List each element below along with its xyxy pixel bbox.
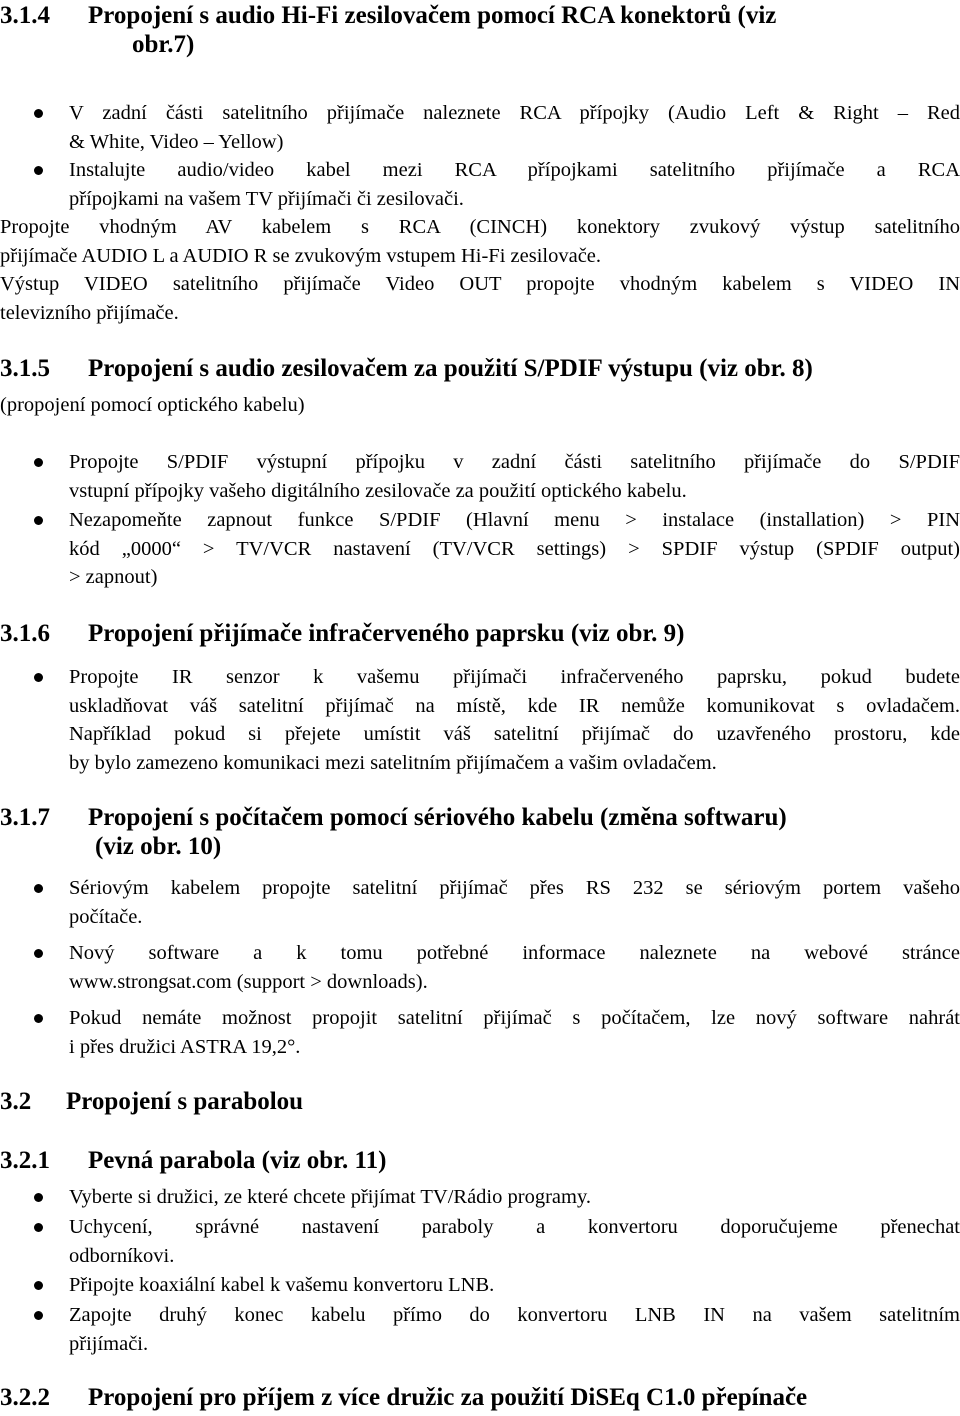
list-item-text: by bylo zamezeno komunikaci mezi satelitním přijímačem a vašim ovladačem. <box>69 751 717 774</box>
section-number: 3.1.4 <box>0 2 50 29</box>
list-item-text: počítače. <box>69 905 143 928</box>
list-item <box>0 1004 960 1061</box>
list-item-text: Zapojte druhý konec kabelu přímo do konvertoru LNB IN na vašem satelitním <box>69 1304 960 1326</box>
list-item-text: odborníkovi. <box>69 1244 175 1267</box>
section-number: 3.2.1 <box>0 1147 50 1174</box>
bullet-icon <box>34 1193 43 1202</box>
section-number: 3.1.7 <box>0 804 50 831</box>
section-number: 3.2.2 <box>0 1384 50 1411</box>
list-item <box>0 1183 960 1212</box>
heading-3-1-4 <box>0 1 960 61</box>
bullet-icon <box>34 673 43 682</box>
paragraph-text: televizního přijímače. <box>0 301 179 324</box>
list-item <box>0 874 960 931</box>
list-item-text: Instalujte audio/video kabel mezi RCA přípojkami satelitního přijímače a RCA <box>69 159 960 181</box>
section-title: Propojení s parabolou <box>66 1088 304 1115</box>
paragraph-text: Výstup VIDEO satelitního přijímače Video OUT propojte vhodným kabelem s VIDEO IN <box>0 273 960 295</box>
paragraph <box>0 213 960 270</box>
list-item-text: Vyberte si družici, ze které chcete přijímat TV/Rádio programy. <box>69 1186 591 1208</box>
bullet-icon <box>34 516 43 525</box>
heading-3-2 <box>0 1087 960 1117</box>
list-item <box>0 1213 960 1270</box>
list-item-text: Nový software a k tomu potřebné informace naleznete na webové stránce <box>69 942 960 964</box>
section-title-line2: (viz obr. 10) <box>95 833 222 860</box>
heading-3-2-1 <box>0 1146 960 1176</box>
list-item-text: uskladňovat váš satelitní přijímač na místě, kde IR nemůže komunikovat s ovladačem. <box>69 694 960 717</box>
list-item <box>0 99 960 156</box>
section-title-line2: obr.7) <box>132 31 195 58</box>
section-title: Propojení s audio zesilovačem za použití S/PDIF výstupu (viz obr. 8) <box>88 355 813 382</box>
list-item <box>0 1301 960 1358</box>
list-item-text: Nezapomeňte zapnout funkce S/PDIF (Hlavní menu > instalace (installation) > PIN <box>69 509 960 531</box>
bullet-icon <box>34 1223 43 1232</box>
paragraph <box>0 270 960 327</box>
list-item-text: Propojte IR senzor k vašemu přijímači infračerveného paprsku, pokud budete <box>69 666 960 688</box>
list-item-text: přijímači. <box>69 1332 149 1355</box>
list-item-text: kód „0000“ > TV/VCR nastavení (TV/VCR settings) > SPDIF výstup (SPDIF output) <box>69 537 960 560</box>
bullet-icon <box>34 949 43 958</box>
list-item-text: > zapnout) <box>69 566 158 588</box>
list-item-text: & White, Video – Yellow) <box>69 130 284 153</box>
bullet-icon <box>34 1014 43 1023</box>
list-item-text: Propojte S/PDIF výstupní přípojku v zadní části satelitního přijímače do S/PDIF <box>69 451 960 473</box>
list-item-text: Uchycení, správné nastavení paraboly a konvertoru doporučujeme přenechat <box>69 1216 960 1238</box>
bullet-icon <box>34 109 43 118</box>
list-item <box>0 1271 960 1300</box>
bullet-icon <box>34 1311 43 1320</box>
paragraph-text: (propojení pomocí optického kabelu) <box>0 394 305 416</box>
list-item <box>0 939 960 996</box>
bullet-icon <box>34 458 43 467</box>
section-number: 3.2 <box>0 1088 32 1115</box>
list-item <box>0 448 960 505</box>
list-item-text: Sériovým kabelem propojte satelitní přijímač přes RS 232 se sériovým portem vašeho <box>69 877 960 899</box>
section-title-line1: Propojení s audio Hi-Fi zesilovačem pomocí RCA konektorů (viz <box>88 2 777 29</box>
paragraph-text: Propojte vhodným AV kabelem s RCA (CINCH) konektory zvukový výstup satelitního <box>0 216 960 238</box>
section-title: Pevná parabola (viz obr. 11) <box>88 1147 387 1174</box>
list-item-text: V zadní části satelitního přijímače naleznete RCA přípojky (Audio Left & Right – Red <box>69 102 960 124</box>
bullet-icon <box>34 1281 43 1290</box>
list-item-text: Připojte koaxiální kabel k vašemu konvertoru LNB. <box>69 1274 495 1296</box>
heading-3-1-5 <box>0 354 960 384</box>
bullet-icon <box>34 166 43 175</box>
list-item <box>0 156 960 213</box>
heading-3-1-6 <box>0 619 960 649</box>
list-item-text: i přes družici ASTRA 19,2°. <box>69 1035 301 1058</box>
section-number: 3.1.6 <box>0 620 50 647</box>
bullet-icon <box>34 884 43 893</box>
section-title: Propojení přijímače infračerveného paprsku (viz obr. 9) <box>88 620 685 647</box>
heading-3-1-7 <box>0 803 960 863</box>
list-item-text: Pokud nemáte možnost propojit satelitní přijímač s počítačem, lze nový software nahrát <box>69 1007 960 1029</box>
list-item-text: Například pokud si přejete umístit váš satelitní přijímač do uzavřeného prostoru, kde <box>69 723 960 745</box>
section-subtitle <box>0 391 960 420</box>
list-item-text: přípojkami na vašem TV přijímači či zesilovači. <box>69 187 464 210</box>
paragraph-text: přijímače AUDIO L a AUDIO R se zvukovým vstupem Hi-Fi zesilovače. <box>0 244 602 267</box>
heading-3-2-2 <box>0 1383 960 1413</box>
list-item <box>0 663 960 777</box>
section-title-line1: Propojení s počítačem pomocí sériového kabelu (změna softwaru) <box>88 804 787 831</box>
list-item-text: vstupní přípojky vašeho digitálního zesilovače za použití optického kabelu. <box>69 479 687 502</box>
list-item <box>0 506 960 592</box>
section-title: Propojení pro příjem z více družic za použití DiSEq C1.0 přepínače <box>88 1384 808 1411</box>
list-item-text: www.strongsat.com (support > downloads). <box>69 970 428 993</box>
section-number: 3.1.5 <box>0 355 50 382</box>
